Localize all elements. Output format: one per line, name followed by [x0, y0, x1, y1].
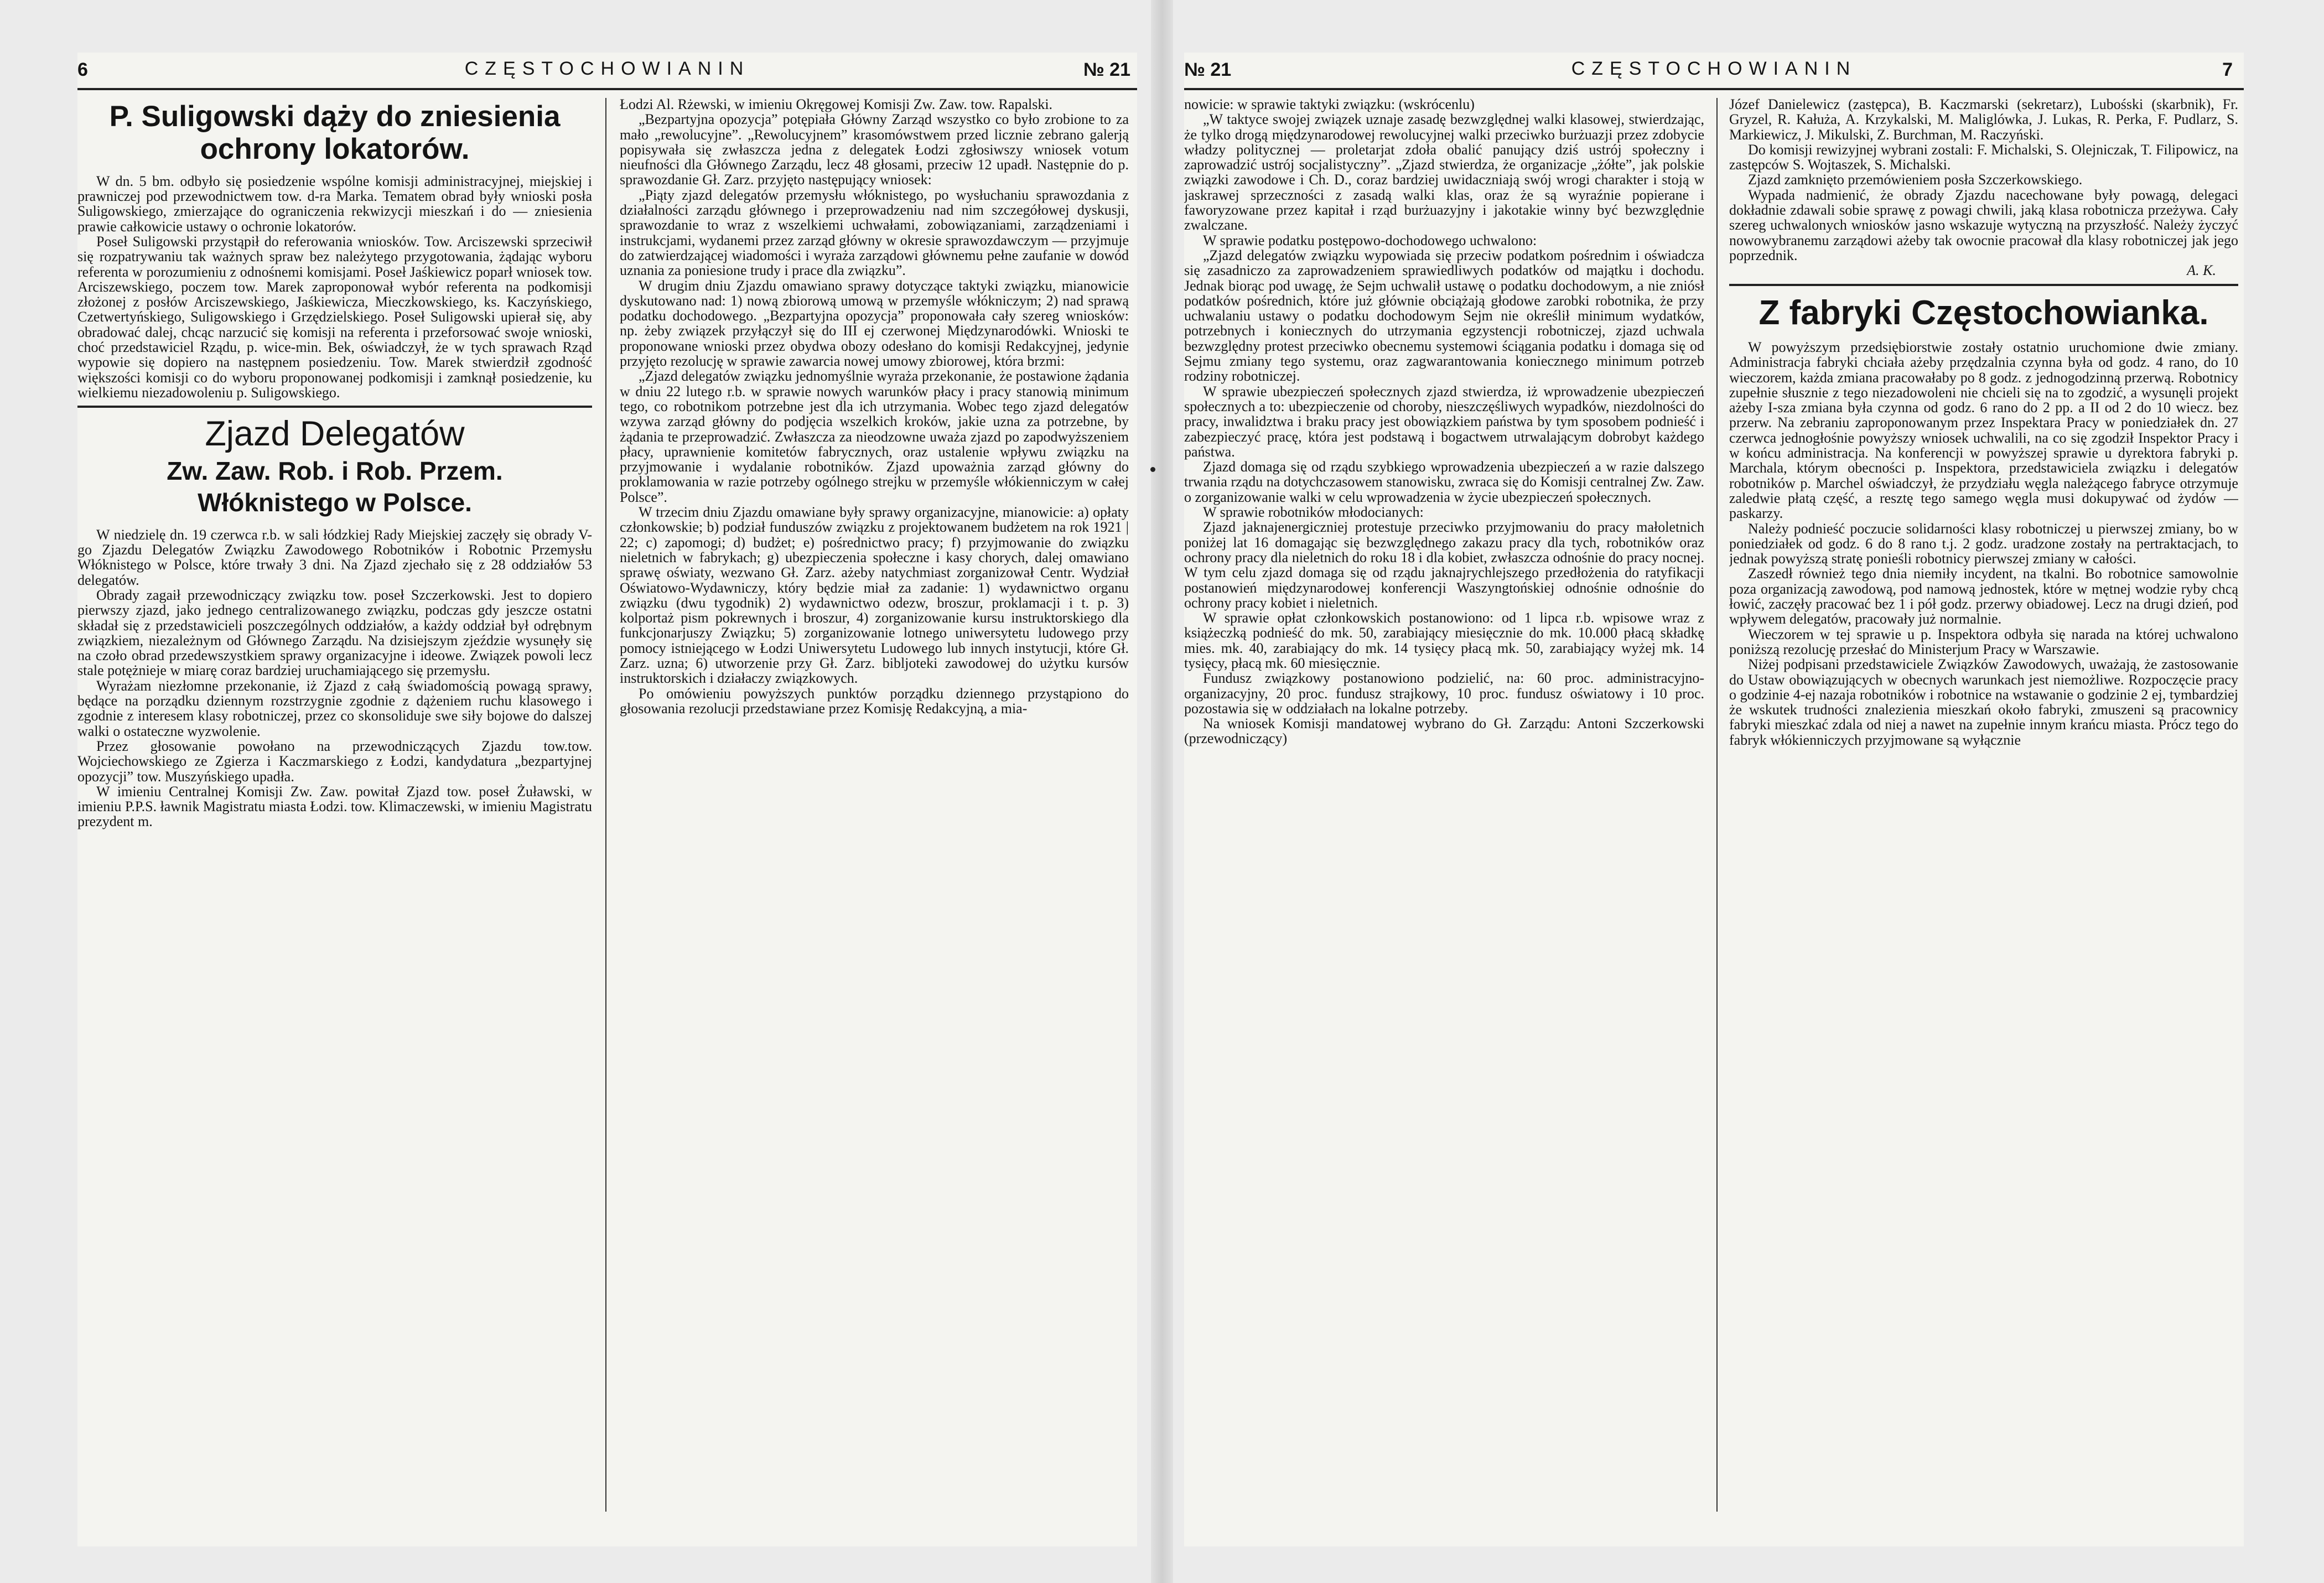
page-number: 7: [2222, 59, 2233, 80]
paragraph: Józef Danielewicz (zastępca), B. Kaczmarski (sekretarz), Lubośski (skarbnik), Fr. Gryzel, R. Kałuża, A. Krzykalski, M. Maliglówka, J. Lukas, R. Perka, F. Pudlarz, S. Markiewicz, J. Mikulski, Z. Burchman, M. Raczyński.: [1729, 97, 2238, 143]
paragraph: W powyższym przedsiębiorstwie zostały ostatnio uruchomione dwie zmiany. Administracja fabryki chciała ażeby przędzalnia czynna była od godz. 4 rano, do 10 wieczorem, każda zmiana pracowałaby po 8 godz. z jednogodzinną przerwą. Robotnicy zupełnie słusznie z tego niezadowoleni nie chcieli się na to zgodzić, a wysunęli projekt ażeby I-sza zmiana była czynna od godz. 6 rano do 2 pp. a II od 2 do 10 wiecz. bez przerw. Na zebraniu zaproponowanym przez Inspektara Pracy w poniedziałek dn. 27 czerwca jednogłośnie powyższy wniosek uchwalili, na co się zgodził Inspektor Pracy i w końcu administracja. Na konferencji w powyższej sprawie u dyrektora fabryki p. Marchala, którym obecności p. Inspektora, przedstawiciela związku i delegatów robotników p. Marchel oświadczył, że przydziału węgla należącego fabryce otrzymuje zaledwie płatą część, a resztę tego samego węgla musi dokupywać od żydów — paskarzy.: [1729, 339, 2238, 522]
article-divider: [1729, 284, 2238, 286]
paragraph: Zjazd zamknięto przemówieniem posła Szczerkowskiego.: [1748, 172, 2083, 188]
article-subheadline: Włóknistego w Polsce.: [198, 488, 472, 517]
paragraph: Poseł Suligowski przystąpił do referowania wniosków. Tow. Arciszewski sprzeciwił się rozpatrywaniu tak ważnych spraw bez należytego przygotowania, żądając wyboru referenta w porozumieniu z odnośnemi komisjami. Poseł Jaśkiewicz poparł wniosek tow. Arciszewskiego, poczem tow. Marek zaproponował wybór referenta na podkomisji złożonej z posłów Arciszewskiego, Jaśkiewicza, Mieczkowskiego, ks. Kaczyńskiego, Czetwertyńskiego, Suligowskiego i Grzędzielskiego. Poseł Suligowski upierał się, aby obradować dalej, chcąc narzucić się komisji na referenta i przeforsować swoje wnioski, choć przedstawiciel Rządu, p. wice-min. Bek, oświadczył, że w tych sprawach Rząd wypowie się dopiero na następnem posiedzeniu. Tow. Marek stwierdził zgodność większości komisji co do wyboru proponowanej podkomisji i zamknął posiedzenie, ku wielkiemu niezadowoleniu p. Suligowskiego.: [77, 233, 592, 401]
paragraph: Niżej podpisani przedstawiciele Związków Zawodowych, uważają, że zastosowanie do Ustaw obowiązujących w obecnych warunkach jest niemożliwe. Rozpoczęcie pracy o godzinie 4-ej nazaja robotników i robotnice na wstawanie o godzinie 2 ej, tymbardziej że wskutek trudności znalezienia mieszkań około fabryki, zmuszeni są pracownicy fabryki mieszkać zdala od niej a nawet na zupełnie innym krańcu miasta. Prócz tego do fabryk włókienniczych przyjmowane są wyłącznie: [1729, 656, 2238, 748]
paragraph: Po omówieniu powyższych punktów porządku dziennego przystąpiono do głosowania rezolucji przedstawiane przez Komisję Redakcyjną, a mia-: [620, 685, 1129, 717]
paragraph: Zjazd jaknajenergiczniej protestuje przeciwko przyjmowaniu do pracy małoletnich poniżej lat 16 domagając się bezwzględnego zakazu pracy dla tych, robotników oraz ochrony pracy dla nieletnich do roku 18 i dla kobiet, zwłaszcza odnośnie do pracy nocnej. W tym celu zjazd domaga się od rządu jaknajrychlejszego przedłożenia do ratyfikacji postanowień międzynarodowej konferencji Waszyngtońskiej odnośnie odnośnie do ochrony pracy kobiet i nieletnich.: [1184, 519, 1704, 611]
paragraph: Zjazd domaga się od rządu szybkiego wprowadzenia ubezpieczeń a w razie dalszego trwania rządu na dotychczasowem stanowisku, zwraca się do Komisji centralnej Zw. Zaw. o zorganizowanie walki w celu wprowadzenia w życie ubezpieczeń społecznych.: [1184, 459, 1704, 505]
left-page: [77, 53, 1137, 1546]
paragraph: W sprawie podatku postępowo-dochodowego uchwalono:: [1203, 232, 1537, 248]
paragraph: W imieniu Centralnej Komisji Zw. Zaw. powitał Zjazd tow. poseł Żuławski, w imieniu P.P.S. ławnik Magistratu miasta Łodzi. tow. Klimaczewski, w imieniu Magistratu prezydent m.: [77, 783, 592, 830]
issue-number: № 21: [1184, 59, 1232, 80]
page-number: 6: [77, 59, 88, 80]
author-signature: A. K.: [2187, 262, 2216, 279]
paragraph: „Bezpartyjna opozycja” potępiała Główny Zarząd wszystko co było zrobione to za mało „rewolucyjne”. „Rewolucyjnem” krasomówstwem przed licznie zebrano galerją popisywała się zwłaszcza jedna z delegatek Łodzi zgłosiwszy wniosek votum nieufności dla Głównego Zarządu, lecz 48 głosami, przeciw 12 upadł. Następnie do p. sprawozdanie Gł. Zarz. przyjęto następujący wniosek:: [620, 111, 1129, 188]
paragraph: W trzecim dniu Zjazdu omawiane były sprawy organizacyjne, mianowicie: a) opłaty członkowskie; b) podział funduszów związku z projektowanem budżetem na rok 1921 | 22; c) zapomogi; d) budżet; e) pośrednictwo pracy; f) przyjmowanie do związku nieletnich w fabrykach; g) ubezpieczenia społeczne i kasy chorych, dalej omawiano sprawę oświaty, wezwano Gł. Zarz. ażeby natychmiast zorganizował Centr. Wydział Oświatowo-Wydawniczy, który będzie miał za zadanie: 1) wydawnictwo organu związku (dwu tygodnik) 2) wydawnictwo odezw, broszur, proklamacji i t. p. 3) kolportaż pism pokrewnych i broszur, 4) zorganizowanie kursu instruktorskiego dla funkcjonarjuszy Związku; 5) zorganizowanie lotnego uniwersytetu ludowego przy pomocy istniejącego w Łodzi Uniwersytetu Ludowego lub innych instytucji, które Gł. Zarz. uzna; 6) utworzenie przy Gł. Zarz. bibljoteki zawodowej do użytku kursów instruktorskich i działaczy związkowych.: [620, 504, 1129, 687]
left-column-2: [620, 97, 1129, 1513]
newspaper-title: CZĘSTOCHOWIANIN: [1571, 58, 1857, 79]
paragraph: „Piąty zjazd delegatów przemysłu włóknistego, po wysłuchaniu sprawozdania z działalności zarządu głównego i przeprowadzeniu nad nim szczegółowej dyskusji, sprawozdanie to wraz z wszelkiemi uchwałami, zobowiązaniami, zarządzeniami i instrukcjami, wydanemi przez zarząd główny w okresie sprawozdawczym — przyjmuje do zatwierdzającej wiadomości i wyraża zarządowi głównemu pełne zaufanie w dowód uznania za poniesione trudy i prace dla związku”.: [620, 186, 1129, 279]
paragraph: W sprawie robotników młodocianych:: [1203, 504, 1424, 521]
paragraph: W sprawie opłat członkowskich postanowiono: od 1 lipca r.b. wpisowe wraz z książeczką podnieść do mk. 50, zarabiający miesięcznie do mk. 10.000 płacą składkę mies. mk. 40, zarabiający do mk. 14 tysięcy płacą mk. 50, zarabiający wyżej mk. 14 tysięcy, płacą mk. 60 miesięcznie.: [1184, 610, 1704, 671]
ink-dot: [1150, 467, 1155, 472]
right-page-header: [1184, 55, 2244, 90]
paragraph: Wyrażam niezłomne przekonanie, iż Zjazd z całą świadomością powagą sprawy, będące na porządku dziennym rozstrzygnie zgodnie z dążeniem ruchu klasowego i zgodnie z interesem klasy robotniczej, przez co skonsoliduje swe siły bojowe do dalszej walki o ostateczne wyzwolenie.: [77, 677, 592, 739]
article-headline: Z fabryki Częstochowianka.: [1758, 293, 2209, 332]
column-rule: [605, 98, 606, 1512]
paragraph: Łodzi Al. Rżewski, w imieniu Okręgowej Komisji Zw. Zaw. tow. Rapalski.: [620, 97, 1053, 112]
page-gutter: [1151, 0, 1173, 1583]
newspaper-title: CZĘSTOCHOWIANIN: [464, 58, 750, 79]
right-column-1: [1184, 97, 1704, 1513]
paragraph: nowicie: w sprawie taktyki związku: (wskrócenlu): [1184, 97, 1475, 112]
paragraph: Wypada nadmienić, że obrady Zjazdu nacechowane były powagą, delegaci dokładnie zdawali sobie sprawę z powagi chwili, jaką klasa robotnicza przeżywa. Cały szereg uchwalonych wniosków jasno wskazuje wytyczną na przyszłość. Należy życzyć nowowybranemu zarządowi ażeby tak owocnie pracował dla klasy robotniczej jak jego poprzednik.: [1729, 186, 2238, 263]
paragraph: W dn. 5 bm. odbyło się posiedzenie wspólne komisji administracyjnej, miejskiej i prawniczej pod przewodnictwem tow. d-ra Marka. Tematem obrad były wnioski posła Suligowskiego, zmierzające do ograniczenia rekwizycji mieszkań i do — zniesienia prawie całkowicie ustawy o ochronie lokatorów.: [77, 173, 592, 235]
paragraph: W niedzielę dn. 19 czerwca r.b. w sali łódzkiej Rady Miejskiej zaczęły się obrady V-go Zjazdu Delegatów Związku Zawodowego Robotników i Robotnic Przemysłu Włóknistego w Polsce, które trwały 3 dni. Na Zjazd zjechało się z 28 oddziałów 53 delegatów.: [77, 526, 592, 588]
article-subheadline: Zw. Zaw. Rob. i Rob. Przem.: [167, 456, 503, 485]
left-column-1: [77, 97, 592, 1513]
paragraph: Na wniosek Komisji mandatowej wybrano do Gł. Zarządu: Antoni Szczerkowski (przewodniczący): [1184, 715, 1704, 747]
article-divider: [77, 406, 592, 408]
right-column-2: [1729, 97, 2238, 1513]
paragraph: Należy podnieść poczucie solidarności klasy robotniczej u pierwszej zmiany, bo w poniedziałek od godz. 6 do 8 rano t.j. 2 godz. uradzone zostały na pertraktacjach, to jednak powyższą stratę ponieśli robotnicy pierwszej zmiany w całości.: [1729, 520, 2238, 567]
paragraph: Obrady zagaił przewodniczący związku tow. poseł Szczerkowski. Jest to dopiero pierwszy zjazd, jako jednego centralizowanego związku, podczas gdy jeszcze ostatni składał się z przedstawicieli poszczególnych oddziałów, a każdy oddział był odrębnym związkiem, niezależnym od Głównego Zarządu. Na dzisiejszym zjeździe wysunęły się na czoło obrad przedewszystkiem sprawy organizacyjne i ideowe. Związek powoli lecz stale potężnieje w miarę coraz bardziej uruchamiającego się przemysłu.: [77, 587, 592, 679]
article-headline: Zjazd Delegatów: [205, 414, 465, 454]
paragraph: Przez głosowanie powołano na przewodniczących Zjazdu tow.tow. Wojciechowskiego ze Zgierza i Kaczmarskiego z Łodzi, kandydatura „bezpartyjnej opozycji” tow. Muszyńskiego upadła.: [77, 738, 592, 785]
paragraph: „Zjazd delegatów związku jednomyślnie wyraża przekonanie, że postawione żądania w dniu 22 lutego r.b. w sprawie nowych warunków płacy i pracy stanowią minimum tego, co robotnikom potrzebne jest dla ich utrzymania. Wobec tego zjazd delegatów wzywa zarząd główny do podjęcia wszelkich kroków, jakie uzna za potrzebne, by żądania te przeprowadzić. Zwłaszcza za nieodzowne uważa zjazd po zapodwyższeniem płacy, uprawnienie komitetów fabrycznych, oraz ustalenie wpływu związku na przyjmowanie i wydalanie robotników. Zjazd upoważnia zarząd główny do proklamowania w razie potrzeby ogólnego strejku w przemyśle włókienniczym w całej Polsce”.: [620, 368, 1129, 505]
paragraph: W sprawie ubezpieczeń społecznych zjazd stwierdza, iż wprowadzenie ubezpieczeń społecznych a to: ubezpieczenie od choroby, nieszczęśliwych wypadków, niezdolności do pracy, inwalidztwa i braku pracy jest obowiązkiem państwa by tym sposobem podnieść i zabezpieczyć pracę, która jest podstawą i bogactwem utrwalającym dobrobyt każdego państwa.: [1184, 383, 1704, 460]
column-rule: [1716, 98, 1718, 1512]
article-headline: P. Suligowski dąży do zniesienia ochrony lokatorów.: [109, 100, 561, 166]
paragraph: Zaszedł również tego dnia niemiły incydent, na tkalni. Bo robotnice samowolnie poza organizacją zawodową, pod namową jednostek, które w mętnej wodzie ryby chcą łowić, zaczęły pracować bez 1 i pół godz. przerwy obiadowej. Lecz na drugi dzień, pod wpływem delegatów, pracowały już normalnie.: [1729, 565, 2238, 627]
paragraph: „Zjazd delegatów związku wypowiada się przeciw podatkom pośrednim i oświadcza się zasadniczo za zaprowadzeniem sprawiedliwych podatków od majątku i dochodu. Jednak biorąc pod uwagę, że Sejm uchwalił ustawę o podatku dochodowym, a nie zniósł podatków pośrednich, które już głównie obciążają głodowe zarobki robotnika, że przy uchwalaniu ustawy o podatku dochodowym Sejm nie określił minimum wydatków, potrzebnych i koniecznych do utrzymania egzystencji robotniczej, zjazd uchwala bezwzględny protest przeciwko obecnemu systemowi ściągania podatku i domaga się od Sejmu zmiany tego systemu, oraz zagwarantowania koniecznego minimum potrzeb rodziny robotniczej.: [1184, 247, 1704, 385]
issue-number: № 21: [1083, 59, 1130, 80]
paragraph: „W taktyce swojej związek uznaje zasadę bezwzględnej walki klasowej, stwierdzając, że tylko drogą międzynarodowej rewolucyjnej walki przeciwko burżuazji przez zdobycie władzy politycznej — proletarjat zdoła obalić panujący dziś ustrój społeczny i zaprowadzić ustrój socjalistyczny”. „Zjazd stwierdza, że organizacje „żółte”, jak polskie związki zawodowe i Ch. D., coraz bardziej uwidaczniają swój wrogi charakter i stoją w jaskrawej sprzeczności z zasadą walki klas, oraz że są wyraźnie popierane i faworyzowane przez kapitał i rząd burżuazyjny i jakotakie winny być bezwzględnie zwalczane.: [1184, 111, 1704, 233]
paragraph: Fundusz związkowy postanowiono podzielić, na: 60 proc. administracyjno-organizacyjny, 20 proc. fundusz strajkowy, 10 proc. fundusz oświatowy i 10 proc. pozostawia się w oddziałach na lokalne potrzeby.: [1184, 670, 1704, 717]
paragraph: Wieczorem w tej sprawie u p. Inspektora odbyła się narada na której uchwalono poniższą rezolucję przesłać do Ministerjum Pracy w Warszawie.: [1729, 626, 2238, 657]
right-page: [1184, 53, 2244, 1546]
paragraph: W drugim dniu Zjazdu omawiano sprawy dotyczące taktyki związku, mianowicie dyskutowano nad: 1) nową zbiorową umową w przemyśle włókniczym; 2) nad sprawą podatku dochodowego. „Bezpartyjna opozycja” proponowała cały szereg wniosków: np. żeby związek przyłączył się do III ej czerwonej Międzynarodówki. Wnioski te proponowane wnioski przez obydwa obozy odesłano do komisji Redakcyjnej, jedynie przyjęto rezolucję w sprawie zawarcia nowej umowy zbiorowej, która brzmi:: [620, 277, 1129, 370]
left-page-header: [77, 55, 1137, 90]
paragraph: Do komisji rewizyjnej wybrani zostali: F. Michalski, S. Olejniczak, T. Filipowicz, na zastępców S. Wojtaszek, S. Michalski.: [1729, 141, 2238, 173]
